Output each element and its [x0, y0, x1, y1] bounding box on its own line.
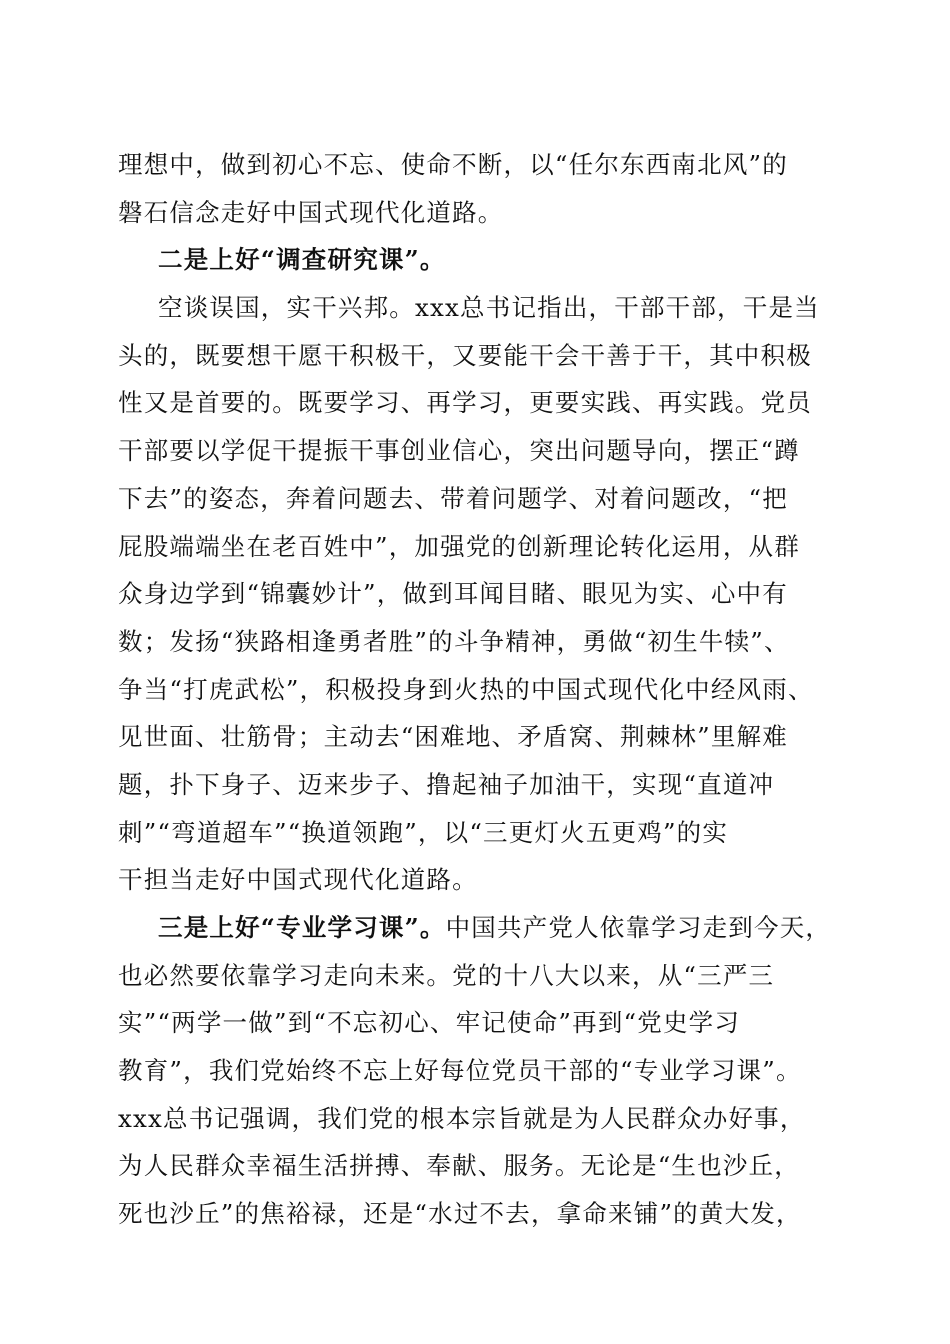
text-line: 干担当走好中国式现代化道路。: [118, 865, 478, 895]
document-body: [118, 141, 838, 1238]
text-line: 空谈误国，实干兴邦。xxx总书记指出，干部干部，干是当: [158, 293, 820, 323]
text-line-continuation: 中国共产党人依靠学习走到今天，: [445, 913, 832, 942]
text-line: 屁股端端坐在老百姓中”，加强党的创新理论转化运用，从群: [118, 531, 800, 561]
text-line: 为人民群众幸福生活拼搏、奉献、服务。无论是“生也沙丘，: [118, 1151, 800, 1181]
text-line: 干部要以学促干提振干事创业信心，突出问题导向，摆正“蹲: [118, 436, 800, 466]
text-line: 性又是首要的。既要学习、再学习，更要实践、再实践。党员: [118, 388, 812, 418]
text-line: 下去”的姿态，奔着问题去、带着问题学、对着问题改，“把: [118, 483, 788, 513]
text-line: 题，扑下身子、迈来步子、撸起袖子加油干，实现“直道冲: [118, 769, 775, 799]
section-heading-3-line: [118, 904, 838, 952]
section-heading-3: 三是上好“专业学习课”。: [158, 913, 446, 942]
text-line: 头的，既要想干愿干积极干，又要能干会干善于干，其中积极: [118, 340, 812, 370]
text-line: 也必然要依靠学习走向未来。党的十八大以来，从“三严三: [118, 960, 775, 990]
text-line: 见世面、壮筋骨；主动去“困难地、矛盾窝、荆棘林”里解难: [118, 722, 788, 752]
text-line: 数；发扬“狭路相逢勇者胜”的斗争精神，勇做“初生牛犊”、: [118, 626, 790, 656]
text-line: xxx总书记强调，我们党的根本宗旨就是为人民群众办好事，: [118, 1103, 806, 1133]
text-line: 磐石信念走好中国式现代化道路。: [118, 197, 504, 227]
text-line: 死也沙丘”的焦裕禄，还是“水过不去，拿命来铺”的黄大发，: [118, 1199, 802, 1229]
text-line: 众身边学到“锦囊妙计”，做到耳闻目睹、眼见为实、心中有: [118, 579, 788, 609]
text-line: 教育”，我们党始终不忘上好每位党员干部的“专业学习课”。: [118, 1056, 802, 1086]
section-heading-2: 二是上好“调查研究课”。: [158, 245, 446, 275]
text-line: 理想中，做到初心不忘、使命不断，以“任尔东西南北风”的: [118, 150, 788, 179]
text-line: 刺”“弯道超车”“换道领跑”，以“三更灯火五更鸡”的实: [118, 817, 729, 847]
text-line: 争当“打虎武松”，积极投身到火热的中国式现代化中经风雨、: [118, 674, 814, 704]
text-line: 实”“两学一做”到“不忘初心、牢记使命”再到“党史学习: [118, 1008, 741, 1038]
